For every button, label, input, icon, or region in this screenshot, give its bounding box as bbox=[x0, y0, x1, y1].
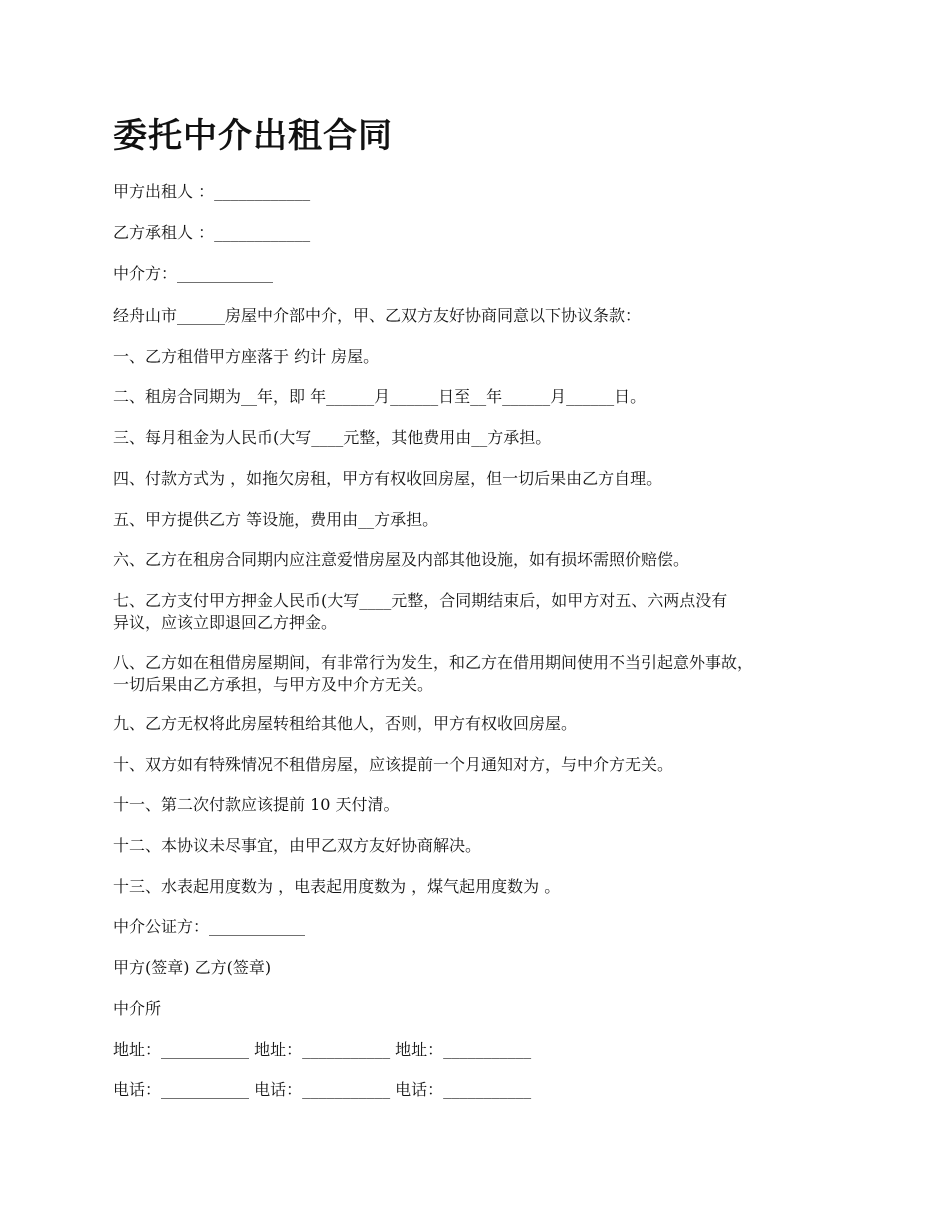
clause-8-line-1: 八、乙方如在租借房屋期间，有非常行为发生，和乙方在借用期间使用不当引起意外事故， bbox=[113, 653, 754, 672]
address-row: 地址：___________ 地址：___________ 地址：___________ bbox=[113, 1040, 532, 1059]
clause-1: 一、乙方租借甲方座落于 约计 房屋。 bbox=[113, 347, 380, 366]
agent-line: 中介方：____________ bbox=[113, 264, 274, 283]
clause-5: 五、甲方提供乙方 等设施，费用由__方承担。 bbox=[113, 510, 439, 529]
clause-8 bbox=[113, 652, 873, 696]
document-title: 委托中介出租合同 bbox=[113, 116, 393, 156]
clause-7-line-2: 异议，应该立即退回乙方押金。 bbox=[113, 613, 338, 632]
intro-paragraph: 经舟山市______房屋中介部中介，甲、乙双方友好协商同意以下协议条款： bbox=[113, 306, 642, 325]
clause-3: 三、每月租金为人民币(大写____元整，其他费用由__方承担。 bbox=[113, 428, 552, 447]
clause-12: 十二、本协议未尽事宜，由甲乙双方友好协商解决。 bbox=[113, 836, 482, 855]
agency-line: 中介所 bbox=[113, 999, 162, 1018]
clause-9: 九、乙方无权将此房屋转租给其他人，否则，甲方有权收回房屋。 bbox=[113, 714, 578, 733]
clause-10: 十、双方如有特殊情况不租借房屋，应该提前一个月通知对方，与中介方无关。 bbox=[113, 755, 674, 774]
clause-7 bbox=[113, 590, 873, 634]
clause-2: 二、租房合同期为__年，即 年______月______日至__年______月______日。 bbox=[113, 387, 647, 406]
clause-13: 十三、水表起用度数为 ，电表起用度数为 ，煤气起用度数为 。 bbox=[113, 877, 561, 896]
party-a-line: 甲方出租人 ：____________ bbox=[113, 182, 311, 201]
clause-6: 六、乙方在租房合同期内应注意爱惜房屋及内部其他设施，如有损坏需照价赔偿。 bbox=[113, 550, 690, 569]
clause-11: 十一、第二次付款应该提前 10 天付清。 bbox=[113, 795, 400, 814]
clause-4: 四、付款方式为 ，如拖欠房租，甲方有权收回房屋，但一切后果由乙方自理。 bbox=[113, 469, 663, 488]
party-b-line: 乙方承租人 ：____________ bbox=[113, 223, 311, 242]
notary-line: 中介公证方：____________ bbox=[113, 917, 306, 936]
signature-line: 甲方(签章) 乙方(签章) bbox=[113, 958, 272, 977]
clause-7-line-1: 七、乙方支付甲方押金人民币(大写____元整，合同期结束后，如甲方对五、六两点没有 bbox=[113, 591, 728, 610]
clause-8-line-2: 一切后果由乙方承担，与甲方及中介方无关。 bbox=[113, 675, 434, 694]
phone-row: 电话：___________ 电话：___________ 电话：___________ bbox=[113, 1080, 532, 1099]
